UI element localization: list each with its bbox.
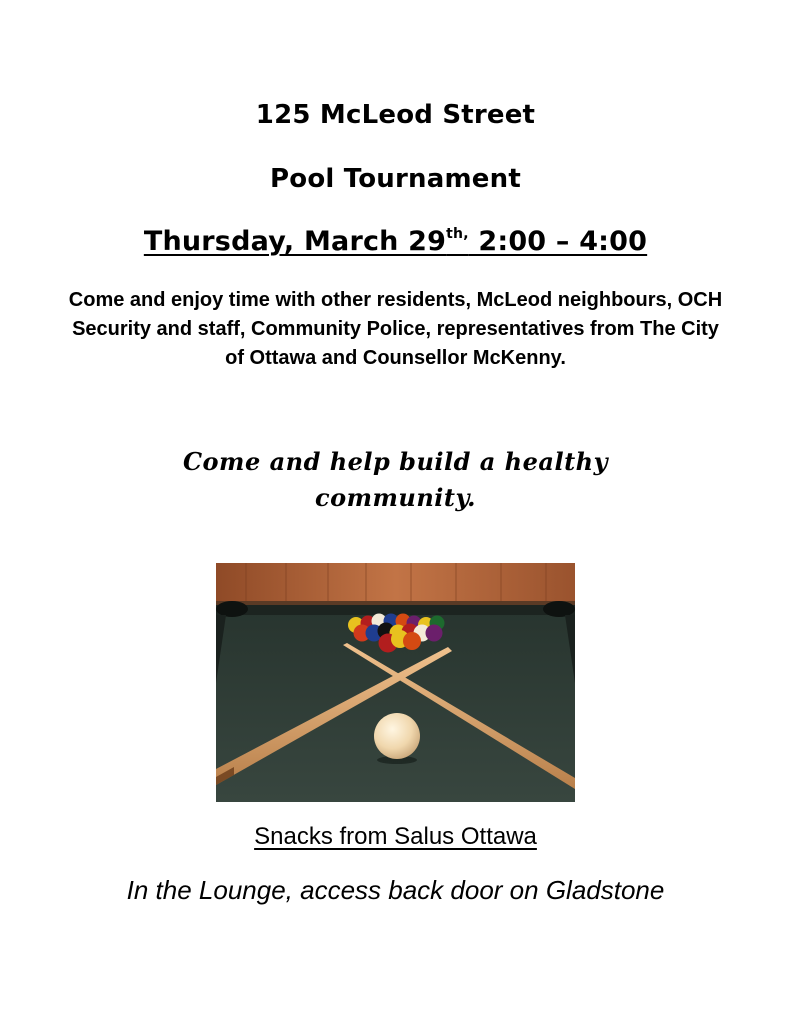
- tagline: Come and help build a healthy community.: [182, 447, 609, 512]
- event-date: Thursday, March 29: [143, 226, 447, 257]
- pool-table-photo: [216, 563, 575, 802]
- date-ordinal-suffix: th,: [446, 226, 469, 242]
- location-note: In the Lounge, access back door on Gladstone: [126, 875, 665, 905]
- event-time: 2:00 – 4:00: [468, 226, 648, 257]
- event-title: Pool Tournament: [270, 164, 521, 194]
- event-description: Come and enjoy time with other residents, McLeod neighbours, OCH Security and staff, Community Police, representatives from The City of Ottawa and Counsellor McKenny.: [68, 289, 723, 369]
- address-heading: 125 McLeod Street: [255, 100, 536, 130]
- event-date-time: [0, 226, 791, 257]
- snacks-note: Snacks from Salus Ottawa: [254, 823, 537, 850]
